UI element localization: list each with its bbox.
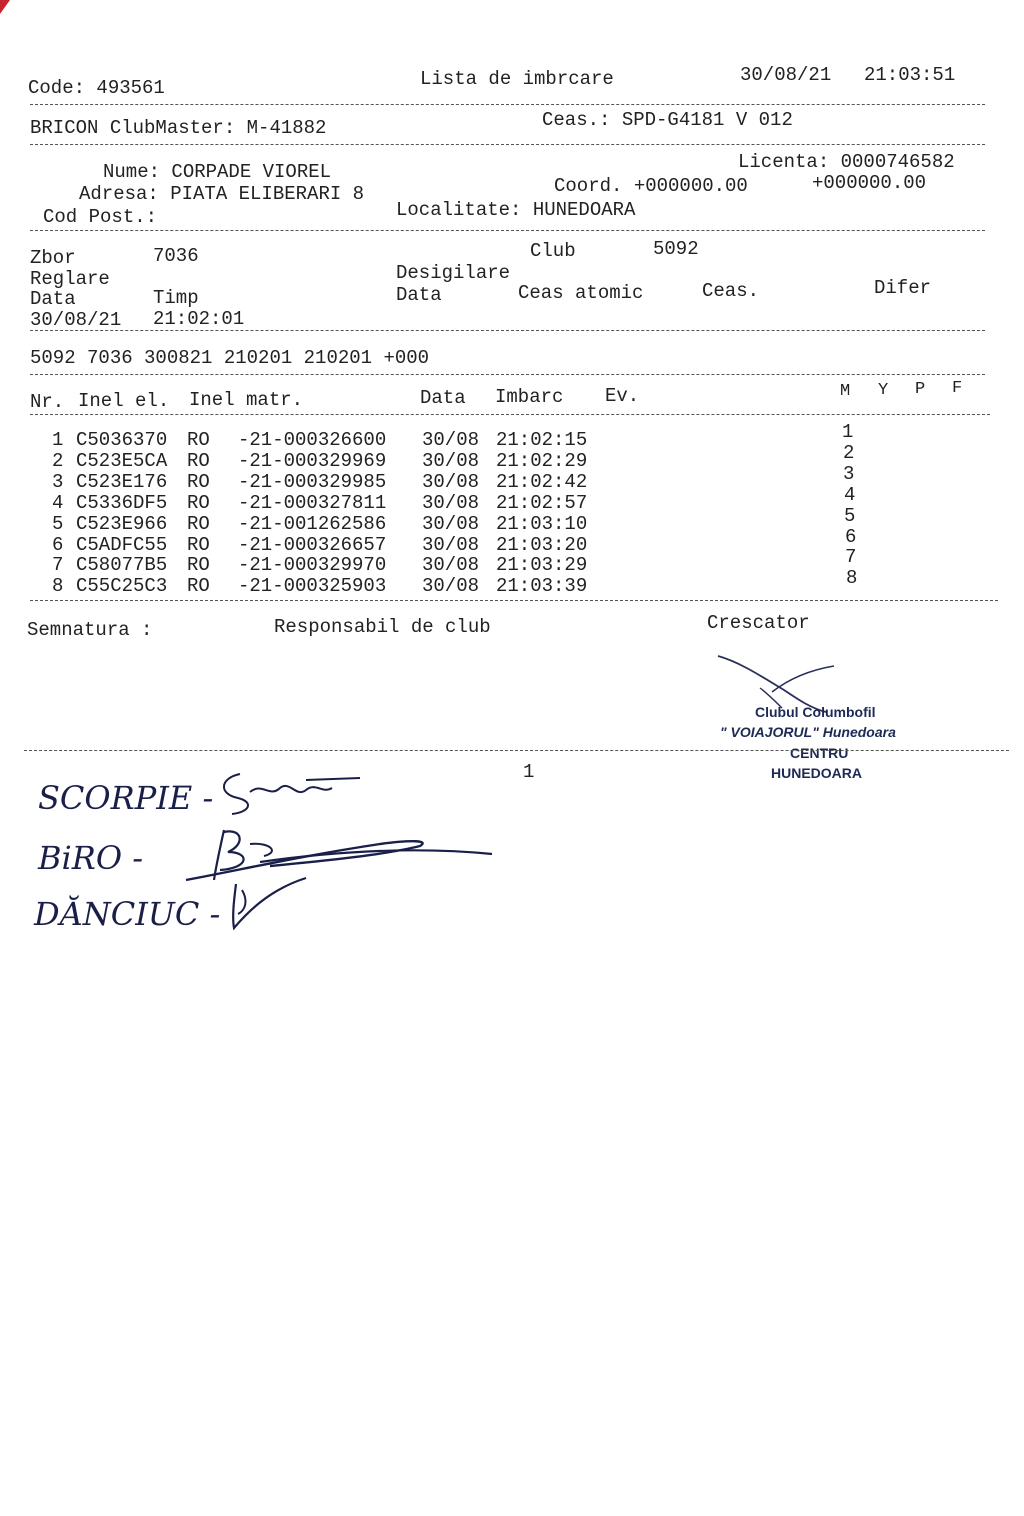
handwritten-name-1: SCORPIE - bbox=[38, 779, 214, 817]
col-header-y: Y bbox=[878, 381, 889, 400]
ring-country: RO bbox=[187, 513, 210, 535]
unsealing-label: Desigilare bbox=[396, 262, 511, 284]
row-number: 5 bbox=[52, 513, 64, 535]
row-boarding-time: 21:02:29 bbox=[496, 450, 588, 472]
ring-registration: -21-000329970 bbox=[238, 554, 387, 576]
ring-registration: -21-000326600 bbox=[238, 429, 387, 451]
ring-registration: -21-000329985 bbox=[238, 471, 387, 493]
row-m-value: 1 bbox=[842, 421, 854, 443]
ring-electronic: C523E966 bbox=[76, 513, 168, 535]
row-date: 30/08 bbox=[422, 450, 480, 472]
row-m-value: 6 bbox=[845, 526, 857, 548]
col-header-date: Data bbox=[420, 387, 466, 409]
owner-name: Nume: CORPADE VIOREL bbox=[103, 161, 332, 183]
clock-label: Ceas. bbox=[702, 280, 760, 302]
setting-label: Reglare bbox=[30, 268, 110, 290]
header-time: 21:03:51 bbox=[864, 64, 956, 86]
stamp-line-3: CENTRU bbox=[790, 745, 849, 761]
row-number: 3 bbox=[52, 471, 64, 493]
col-header-ring-matr: Inel matr. bbox=[189, 389, 304, 411]
handwritten-name-3: DĂNCIUC - bbox=[34, 895, 221, 933]
row-m-value: 8 bbox=[846, 567, 858, 589]
ring-country: RO bbox=[187, 450, 210, 472]
row-boarding-time: 21:03:20 bbox=[496, 534, 588, 556]
setting-time: 21:02:01 bbox=[153, 308, 245, 330]
row-boarding-time: 21:02:42 bbox=[496, 471, 588, 493]
setting-date: 30/08/21 bbox=[30, 309, 122, 331]
handwritten-signature-1 bbox=[210, 768, 370, 818]
separator bbox=[30, 144, 985, 145]
page-number: 1 bbox=[523, 761, 535, 783]
row-boarding-time: 21:03:29 bbox=[496, 554, 588, 576]
coordinates-2: +000000.00 bbox=[812, 172, 927, 194]
clubmaster-id: BRICON ClubMaster: M-41882 bbox=[30, 117, 327, 139]
row-m-value: 7 bbox=[845, 546, 857, 568]
stamp-line-1: Clubul Columbofil bbox=[755, 704, 876, 720]
ring-country: RO bbox=[187, 492, 210, 514]
separator bbox=[30, 600, 998, 601]
document-title: Lista de imbrcare bbox=[420, 68, 614, 90]
row-date: 30/08 bbox=[422, 471, 480, 493]
col-header-m: M bbox=[840, 382, 851, 401]
handwritten-name-2: BiRO - bbox=[38, 839, 144, 877]
club-label: Club bbox=[530, 240, 576, 262]
ring-electronic: C58077B5 bbox=[76, 554, 168, 576]
ring-registration: -21-000325903 bbox=[238, 575, 387, 597]
separator bbox=[30, 374, 985, 375]
row-boarding-time: 21:02:57 bbox=[496, 492, 588, 514]
ring-registration: -21-001262586 bbox=[238, 513, 387, 535]
ring-electronic: C55C25C3 bbox=[76, 575, 168, 597]
ring-country: RO bbox=[187, 534, 210, 556]
club-number: 5092 bbox=[653, 238, 699, 260]
stamp-line-4: HUNEDOARA bbox=[771, 765, 862, 781]
header-date: 30/08/21 bbox=[740, 64, 832, 86]
separator bbox=[30, 230, 985, 231]
col-header-boarding: Imbarc bbox=[495, 386, 564, 408]
ring-registration: -21-000329969 bbox=[238, 450, 387, 472]
row-boarding-time: 21:03:39 bbox=[496, 575, 588, 597]
date-label: Data bbox=[30, 288, 76, 310]
ring-registration: -21-000327811 bbox=[238, 492, 387, 514]
row-number: 2 bbox=[52, 450, 64, 472]
stamp-line-2: " VOIAJORUL" Hunedoara bbox=[720, 724, 896, 740]
row-m-value: 3 bbox=[843, 463, 855, 485]
coordinates-1: Coord. +000000.00 bbox=[554, 175, 748, 197]
summary-code-line: 5092 7036 300821 210201 210201 +000 bbox=[30, 347, 430, 369]
row-number: 8 bbox=[52, 575, 64, 597]
ring-registration: -21-000326657 bbox=[238, 534, 387, 556]
red-corner-mark bbox=[0, 0, 10, 14]
row-date: 30/08 bbox=[422, 534, 480, 556]
signature-label: Semnatura : bbox=[27, 619, 153, 641]
row-number: 4 bbox=[52, 492, 64, 514]
row-number: 7 bbox=[52, 554, 64, 576]
unsealing-date-label: Data bbox=[396, 284, 442, 306]
ring-electronic: C523E176 bbox=[76, 471, 168, 493]
row-boarding-time: 21:03:10 bbox=[496, 513, 588, 535]
license-number: Licenta: 0000746582 bbox=[738, 151, 955, 173]
row-m-value: 4 bbox=[844, 484, 856, 506]
flight-number: 7036 bbox=[153, 245, 199, 267]
difference-label: Difer bbox=[874, 277, 932, 299]
separator bbox=[30, 104, 985, 105]
col-header-ring-el: Inel el. bbox=[78, 390, 170, 412]
separator bbox=[30, 330, 985, 331]
club-responsible-label: Responsabil de club bbox=[274, 616, 491, 638]
ring-country: RO bbox=[187, 471, 210, 493]
ring-country: RO bbox=[187, 575, 210, 597]
row-date: 30/08 bbox=[422, 554, 480, 576]
owner-address: Adresa: PIATA ELIBERARI 8 bbox=[79, 183, 365, 205]
locality: Localitate: HUNEDOARA bbox=[396, 199, 636, 221]
row-date: 30/08 bbox=[422, 492, 480, 514]
ring-electronic: C5336DF5 bbox=[76, 492, 168, 514]
ring-electronic: C5ADFC55 bbox=[76, 534, 168, 556]
col-header-ev: Ev. bbox=[605, 385, 640, 407]
col-header-nr: Nr. bbox=[30, 391, 65, 413]
row-m-value: 5 bbox=[844, 505, 856, 527]
flight-label: Zbor bbox=[30, 247, 76, 269]
row-number: 1 bbox=[52, 429, 64, 451]
col-header-p: P bbox=[915, 380, 926, 399]
row-number: 6 bbox=[52, 534, 64, 556]
row-date: 30/08 bbox=[422, 513, 480, 535]
atomic-clock-label: Ceas atomic bbox=[518, 282, 644, 304]
separator bbox=[24, 750, 1009, 751]
time-label: Timp bbox=[153, 287, 199, 309]
ring-electronic: C523E5CA bbox=[76, 450, 168, 472]
row-boarding-time: 21:02:15 bbox=[496, 429, 588, 451]
row-date: 30/08 bbox=[422, 575, 480, 597]
ring-country: RO bbox=[187, 429, 210, 451]
row-m-value: 2 bbox=[843, 442, 855, 464]
breeder-label: Crescator bbox=[707, 612, 810, 634]
code-label: Code: 493561 bbox=[28, 77, 165, 99]
handwritten-signature-3 bbox=[222, 870, 322, 936]
ring-electronic: C5036370 bbox=[76, 429, 168, 451]
clock-id: Ceas.: SPD-G4181 V 012 bbox=[542, 109, 793, 131]
separator bbox=[30, 414, 990, 415]
row-date: 30/08 bbox=[422, 429, 480, 451]
ring-country: RO bbox=[187, 554, 210, 576]
col-header-f: F bbox=[952, 379, 963, 398]
postal-code-label: Cod Post.: bbox=[43, 206, 158, 228]
